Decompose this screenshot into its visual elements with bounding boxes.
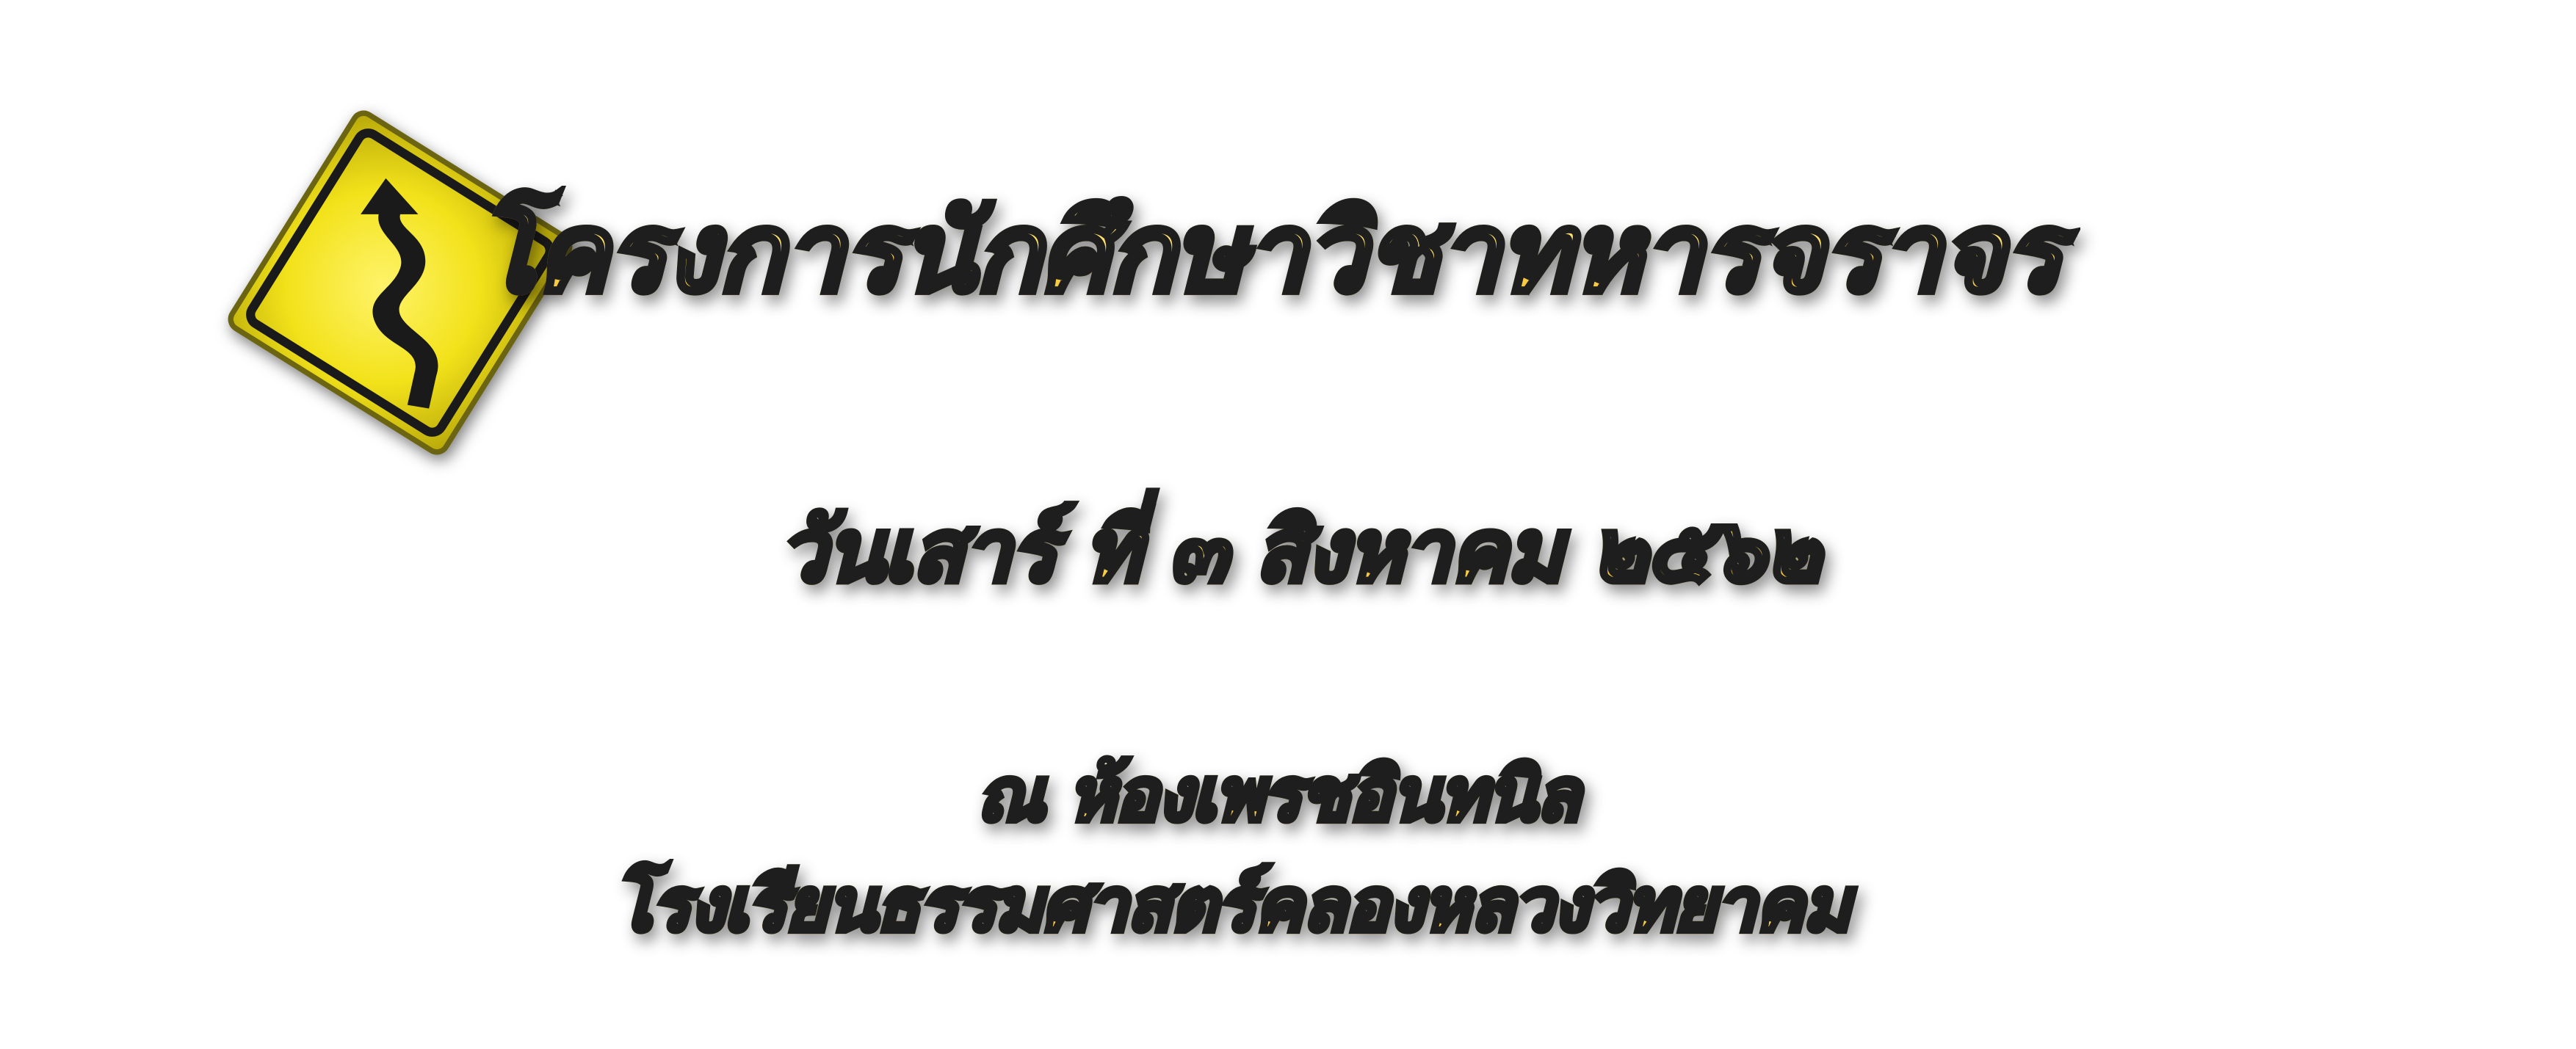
venue-school: โรงเรียนธรรมศาสตร์คลองหลวงวิทยาคม xyxy=(613,859,1850,951)
venue-room: ณ ห้องเพรชอินทนิล xyxy=(977,749,1579,841)
event-date: วันเสาร์ ที่ ๓ สิงหาคม ๒๕๖๒ xyxy=(778,500,1820,601)
project-title: โครงการนักศึกษาวิชาทหารจราจร xyxy=(477,187,2061,319)
